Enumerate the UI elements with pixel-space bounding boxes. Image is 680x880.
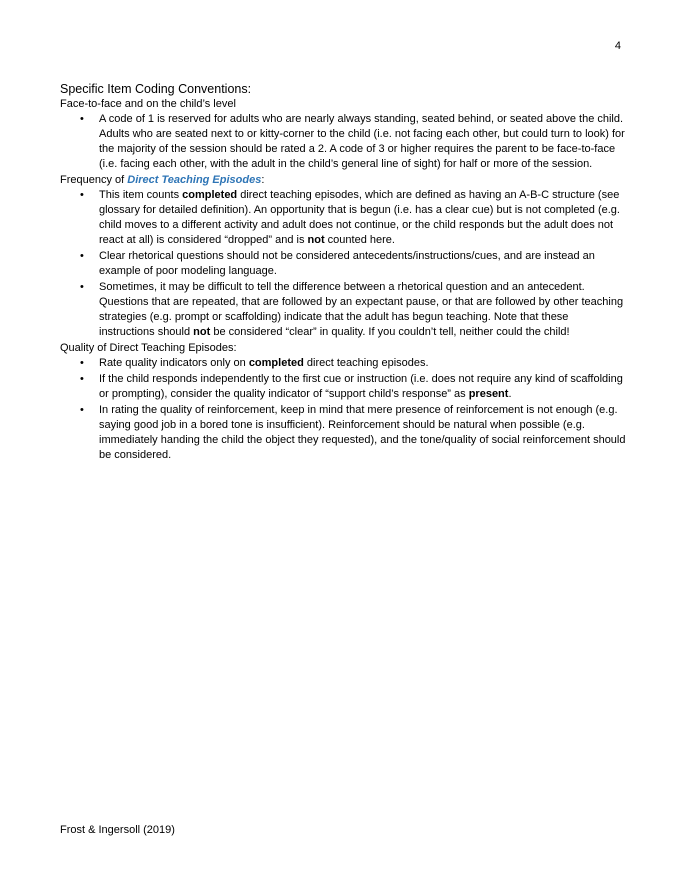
item-text: In rating the quality of reinforcement, keep in mind that mere presence of reinforcement is not enough (e.g. saying good job in a bored tone is insufficient). Reinforcement should be natural when possible (e.g. immediately handing the child the object they requested), and the tone/quality of social reinforcement should be considered. <box>99 404 626 461</box>
bullet-icon: • <box>80 357 84 369</box>
bullet-icon: • <box>80 281 84 293</box>
item-text: Rate quality indicators only on completed direct teaching episodes. <box>99 357 429 369</box>
item-text: This item counts completed direct teaching episodes, which are defined as having an A-B-C structure (see glossary for detailed definition). An opportunity that is begun (i.e. has a clear cue) but is not completed (e.g. child moves to a different activity and adult does not continue, or the child responds but the adult does not react at all) is considered “dropped” and is not counted here. <box>99 189 620 246</box>
bullet-icon: • <box>80 113 84 125</box>
section-heading: Specific Item Coding Conventions: <box>60 82 252 96</box>
bullet-icon: • <box>80 373 84 385</box>
item-text: Clear rhetorical questions should not be considered antecedents/instructions/cues, and are instead an example of poor modeling language. <box>99 250 595 277</box>
quality-label: Quality of Direct Teaching Episodes: <box>60 342 237 354</box>
frequency-list <box>60 188 626 340</box>
face-to-face-label: Face-to-face and on the child’s level <box>60 98 236 110</box>
frequency-label-prefix: Frequency of <box>60 174 128 186</box>
item-text: A code of 1 is reserved for adults who are nearly always standing, seated behind, or seated above the child. Adults who are seated next to or kitty-corner to the child (i.e. not facing each other, but could turn to look) for the majority of the session should be rated a 2. A code of 3 or higher requires the parent to be face-to-face (i.e. facing each other, with the adult in the child’s general line of sight) for half or more of the session. <box>99 113 625 170</box>
frequency-label-suffix: : <box>261 174 265 186</box>
direct-teaching-episodes-term: Direct Teaching Episodes <box>127 174 262 186</box>
list-item <box>60 249 626 279</box>
footer-citation: Frost & Ingersoll (2019) <box>60 824 175 836</box>
quality-list <box>60 356 626 463</box>
list-item <box>60 403 626 463</box>
list-item <box>60 112 626 172</box>
page-number: 4 <box>614 40 621 52</box>
bullet-icon: • <box>80 404 84 416</box>
list-item <box>60 280 626 340</box>
face-to-face-list <box>60 112 626 172</box>
bullet-icon: • <box>80 189 84 201</box>
list-item <box>60 188 626 248</box>
item-text: Sometimes, it may be difficult to tell the difference between a rhetorical question and an antecedent. Questions that are repeated, that are followed by an expectant pause, or that are followed by other teaching strategies (e.g. prompt or scaffolding) indicate that the adult has begun teaching. Note that these instructions should not be considered “clear” in quality. If you couldn’t tell, neither could the child! <box>99 281 624 338</box>
frequency-label <box>60 173 626 188</box>
list-item <box>60 372 626 402</box>
item-text: If the child responds independently to the first cue or instruction (i.e. does not require any kind of scaffolding or prompting), consider the quality indicator of “support child’s response” as present. <box>99 373 623 400</box>
bullet-icon: • <box>80 250 84 262</box>
list-item <box>60 356 626 371</box>
document-body <box>60 81 626 464</box>
